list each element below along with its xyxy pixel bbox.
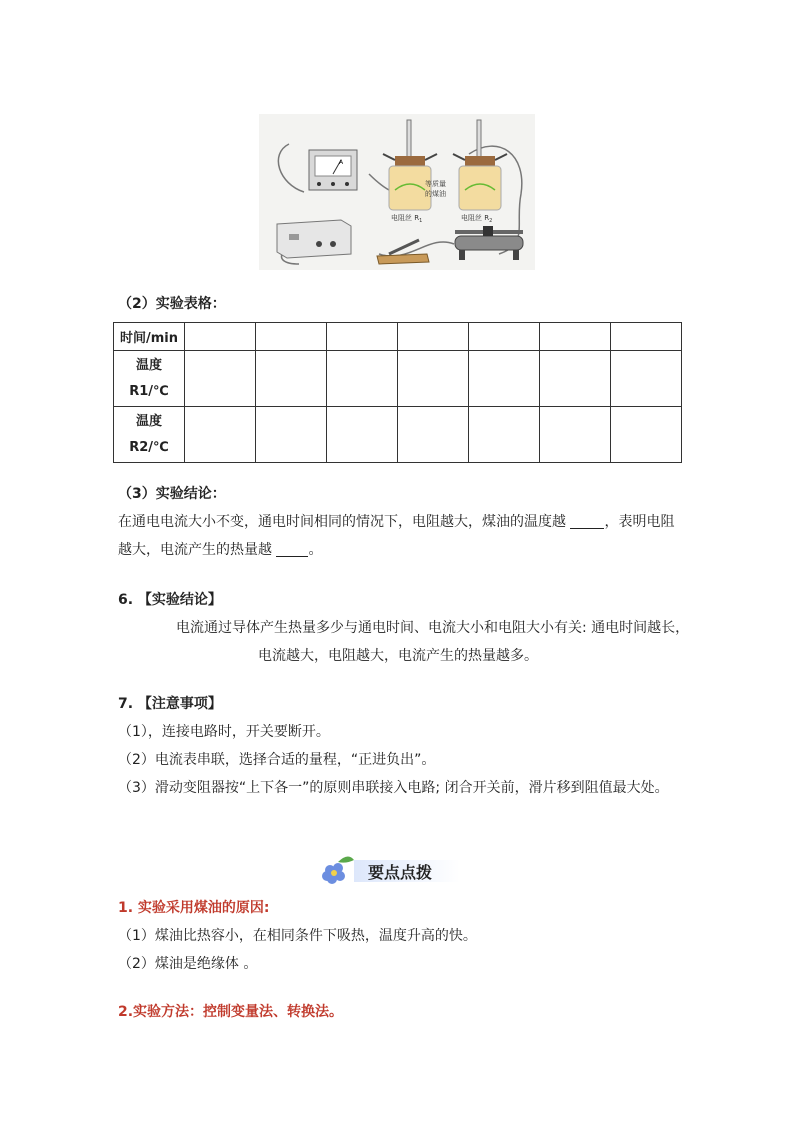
point-1-title: 1. 实验采用煤油的原因:	[118, 900, 270, 916]
table-cell	[398, 351, 469, 407]
section-2-title: （2）实验表格：	[118, 296, 226, 312]
section-3-line-2	[118, 540, 322, 560]
section-3-line-1	[118, 512, 674, 532]
section-3-line-2-end: 。	[308, 542, 323, 558]
table-cell	[611, 407, 682, 463]
section-6-line-2: 电流越大，电阻越大，电流产生的热量越多。	[258, 648, 538, 664]
table-cell	[540, 407, 611, 463]
table-cell	[327, 351, 398, 407]
section-7-title: 7. 【注意事项】	[118, 696, 222, 712]
point-1-item-1: （1）煤油比热容小，在相同条件下吸热，温度升高的快。	[118, 928, 477, 944]
table-cell	[398, 323, 469, 351]
table-label-line: R1/℃	[129, 383, 169, 399]
table-cell	[469, 323, 540, 351]
table-cell	[185, 351, 256, 407]
section-7-item-1: （1），连接电路时，开关要断开。	[118, 724, 330, 740]
table-cell	[185, 323, 256, 351]
table-row	[114, 351, 682, 407]
label-r1-sub: 1	[419, 218, 423, 224]
banner-title: 要点点拨	[368, 863, 433, 882]
table-cell	[327, 407, 398, 463]
section-6-title: 6. 【实验结论】	[118, 592, 222, 608]
point-1-item-2: （2）煤油是绝缘体 。	[118, 956, 258, 972]
table-cell	[256, 323, 327, 351]
table-label-line: 温度	[135, 413, 162, 429]
answer-blank-2[interactable]	[276, 542, 308, 557]
table-cell	[611, 323, 682, 351]
point-2-title: 2.实验方法：控制变量法、转换法。	[118, 1004, 344, 1020]
table-label-line: 温度	[135, 357, 162, 373]
ammeter-symbol: A	[339, 159, 344, 166]
ammeter-icon	[309, 150, 357, 190]
table-row	[114, 407, 682, 463]
section-3-title: （3）实验结论：	[118, 486, 226, 502]
answer-blank-1[interactable]	[570, 514, 604, 529]
table-cell	[398, 407, 469, 463]
flower-icon	[322, 856, 354, 884]
table-row	[114, 323, 682, 351]
section-7-item-3: （3）滑动变阻器按“上下各一”的原则串联接入电路; 闭合开关前，滑片移到阻值最大处。	[118, 780, 669, 796]
label-r2-sub: 2	[489, 218, 493, 224]
table-cell	[327, 323, 398, 351]
section-3-line-1-end: ，表明电阻	[604, 514, 675, 530]
table-cell	[611, 351, 682, 407]
table-cell	[185, 407, 256, 463]
power-supply-icon	[277, 220, 351, 258]
table-cell	[256, 407, 327, 463]
section-3-line-2-text: 越大，电流产生的热量越	[118, 542, 272, 558]
label-r2: 电阻丝 R	[461, 214, 490, 222]
section-7-item-2: （2）电流表串联，选择合适的量程，“正进负出”。	[118, 752, 436, 768]
table-row-label-temp-r1	[114, 351, 185, 407]
experiment-table	[113, 322, 682, 463]
section-6-line-1: 电流通过导体产生热量多少与通电时间、电流大小和电阻大小有关: 通电时间越长，	[176, 620, 690, 636]
figure-annotation-line2: 的煤油	[425, 190, 446, 198]
figure-annotation-line1: 等质量	[425, 180, 446, 188]
key-points-banner	[318, 852, 468, 886]
table-cell	[540, 323, 611, 351]
table-row-label-temp-r2	[114, 407, 185, 463]
table-row-label-time: 时间/min	[114, 323, 185, 351]
section-3-line-1-text: 在通电电流大小不变，通电时间相同的情况下，电阻越大，煤油的温度越	[118, 514, 566, 530]
label-r1: 电阻丝 R	[391, 214, 420, 222]
experiment-apparatus-figure	[259, 114, 535, 270]
table-cell	[540, 351, 611, 407]
table-cell	[469, 407, 540, 463]
table-cell	[469, 351, 540, 407]
table-label-line: R2/℃	[129, 439, 169, 455]
table-cell	[256, 351, 327, 407]
